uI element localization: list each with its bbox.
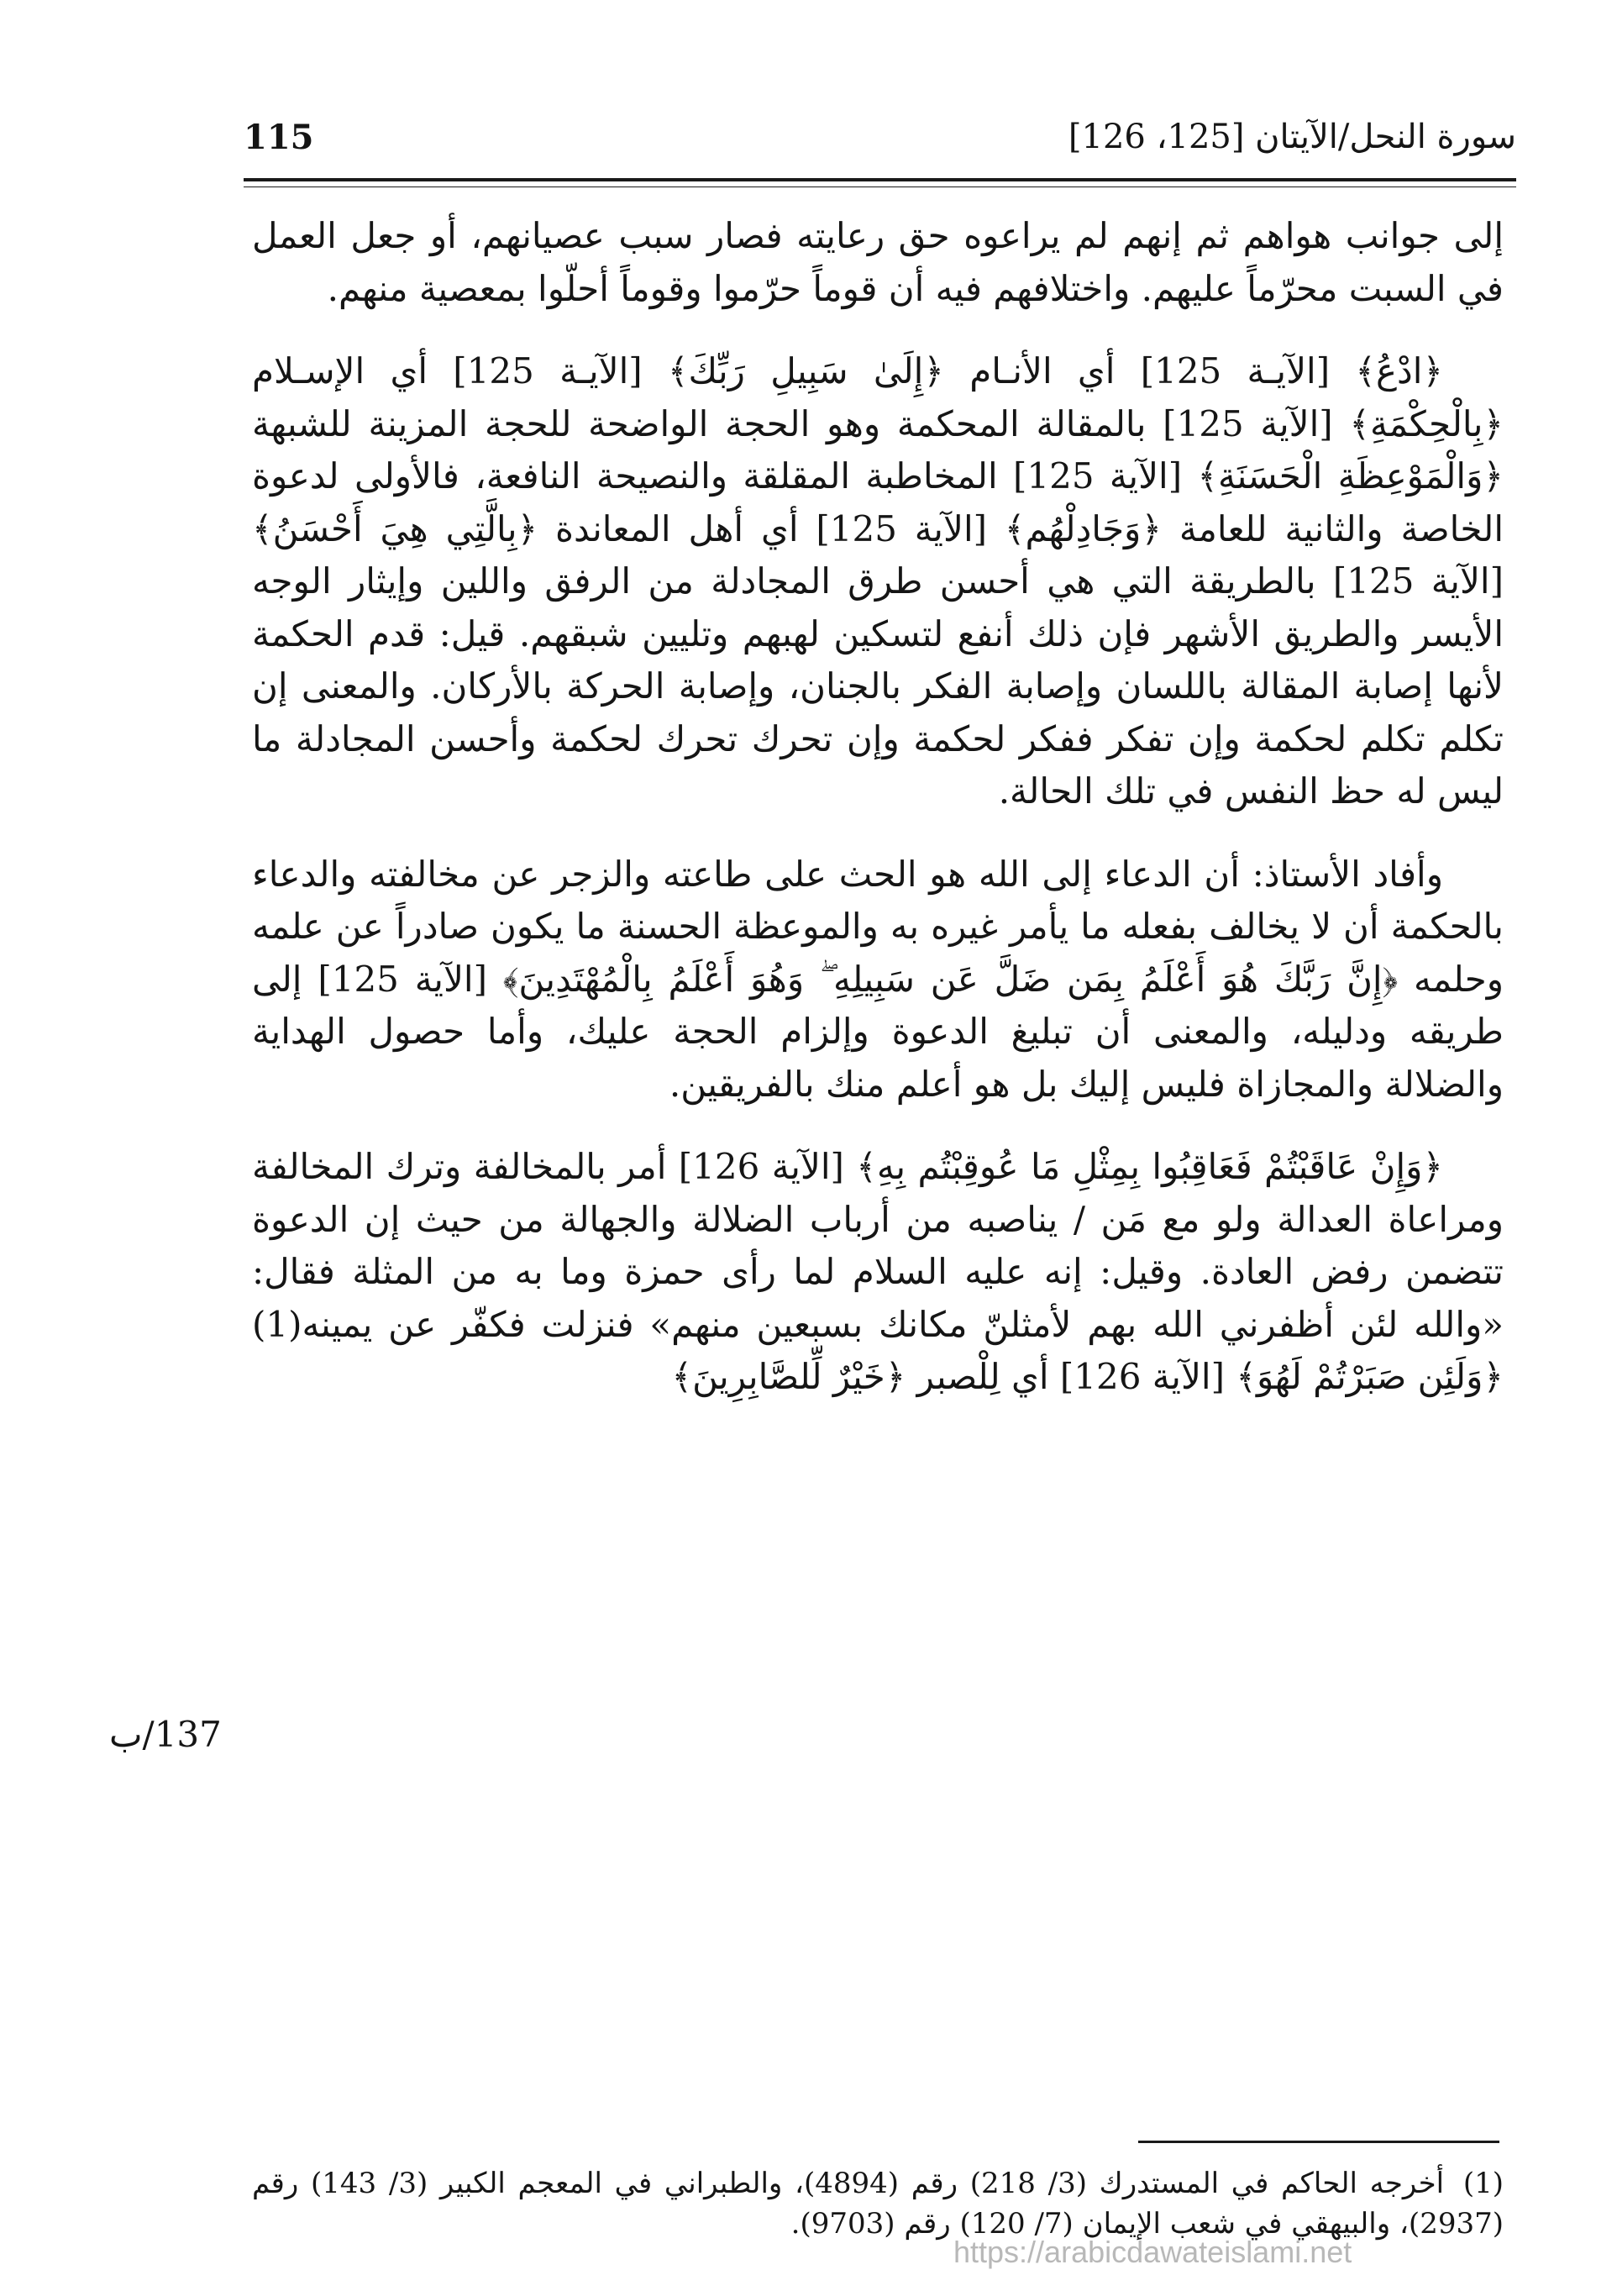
page-header (244, 108, 1516, 175)
footnote (252, 2163, 1504, 2244)
footnote-separator (1138, 2141, 1499, 2143)
paragraph-1: إلى جوانب هواهم ثم إنهم لم يراعوه حق رعايته فصار سبب عصيانهم، أو جعل العمل في السبت محرّماً عليهم. واختلافهم فيه أن قوماً حرّموا وقوماً أحلّوا بمعصية منهم. (252, 215, 1504, 309)
manuscript-folio-note: 137/ب (109, 1714, 222, 1755)
footnote-text: أخرجه الحاكم في المستدرك (3/ 218) رقم (4894)، والطبراني في المعجم الكبير (3/ 143) رقم (2937)، والبيهقي في شعب الإيمان (7/ 120) رقم (9703). (252, 2167, 1504, 2241)
paragraph-3: وأفاد الأستاذ: أن الدعاء إلى الله هو الحث على طاعته والزجر عن مخالفته والدعاء بالحكمة أن لا يخالف بفعله ما يأمر غيره به والموعظة الحسنة ما يكون صادراً عن علمه وحلمه ﴿إِنَّ رَبَّكَ هُوَ أَعْلَمُ بِمَن ضَلَّ عَن سَبِيلِهِ ۖ وَهُوَ أَعْلَمُ بِالْمُهْتَدِينَ﴾ [الآية 125] إلى طريقه ودليله، والمعنى أن تبليغ الدعوة وإلزام الحجة عليك، وأما حصول الهداية والضلالة والمجازاة فليس إليك بل هو أعلم منك بالفريقين. (252, 853, 1504, 1105)
running-title: سورة النحل/الآيتان [125، 126] (1068, 118, 1516, 156)
watermark-url: https://arabicdawateislami.net (953, 2235, 1352, 2269)
paragraph-2: ﴿ادْعُ﴾ [الآيـة 125] أي الأنـام ﴿إِلَىٰ سَبِيلِ رَبِّكَ﴾ [الآيـة 125] أي الإسـلام ﴿بِالْحِكْمَةِ﴾ [الآية 125] بالمقالة المحكمة وهو الحجة الواضحة للحجة المزينة للشبهة ﴿وَالْمَوْعِظَةِ الْحَسَنَةِ﴾ [الآية 125] المخاطبة المقلقة والنصيحة النافعة، فالأولى لدعوة الخاصة والثانية للعامة ﴿وَجَادِلْهُم﴾ [الآية 125] أي أهل المعاندة ﴿بِالَّتِي هِيَ أَحْسَنُ﴾ [الآية 125] بالطريقة التي هي أحسن طرق المجادلة من الرفق واللين وإيثار الوجه الأيسر والطريق الأشهر فإن ذلك أنفع لتسكين لهبهم وتليين شبقهم. قيل: قدم الحكمة لأنها إصابة المقالة باللسان وإصابة الفكر بالجنان، وإصابة الحركة بالأركان. والمعنى إن تكلم تكلم لحكمة وإن تفكر ففكر لحكمة وإن تحرك تحرك لحكمة وأحسن المجادلة ما ليس له حظ النفس في تلك الحالة. (252, 350, 1504, 812)
main-text (252, 210, 1504, 1404)
paragraph-4: ﴿وَإِنْ عَاقَبْتُمْ فَعَاقِبُوا بِمِثْلِ مَا عُوقِبْتُم بِهِ﴾ [الآية 126] أمر بالمخالفة وترك المخالفة ومراعاة العدالة ولو مع مَن / يناصبه من أرباب الضلالة والجهالة من حيث إن الدعوة تتضمن رفض العادة. وقيل: إنه عليه السلام لما رأى حمزة وما به من المثلة فقال: «والله لئن أظفرني الله بهم لأمثلنّ مكانك بسبعين منهم» فنزلت فكفّر عن يمينه(1) ﴿وَلَئِن صَبَرْتُمْ لَهُوَ﴾ [الآية 126] أي لِلْصبر ﴿خَيْرٌ لِّلصَّابِرِينَ﴾ (252, 1146, 1504, 1397)
page-number: 115 (244, 118, 314, 157)
header-rule-thick (244, 178, 1516, 181)
footnote-number: (1) (1462, 2167, 1504, 2200)
